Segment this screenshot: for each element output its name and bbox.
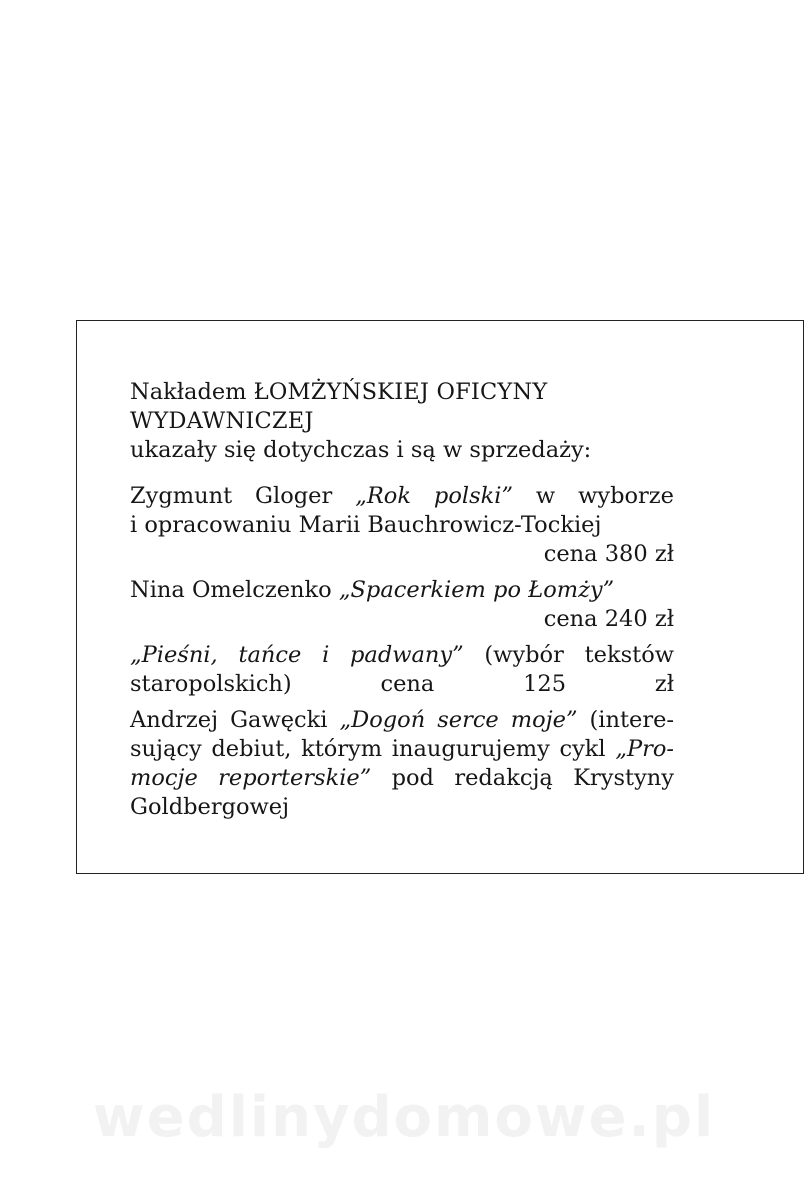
book-3-line-2 [130, 670, 674, 699]
heading-line-2 [130, 407, 674, 436]
intro-line: ukazały się dotychczas i są w sprzedaży: [130, 437, 592, 463]
book-4-description: sujący debiut, którym inaugurujemy cykl [130, 736, 606, 762]
book-1-line-1 [130, 482, 674, 511]
book-1-author: Zygmunt Gloger [130, 483, 333, 509]
book-4-line-2 [130, 735, 674, 764]
book-2-title: „Spacerkiem po Łomży” [338, 577, 615, 603]
book-3-note-cont: staropolskich) [130, 671, 292, 697]
book-1-title: „Rok polski” [355, 483, 513, 509]
book-4-line-1 [130, 706, 674, 735]
announcement-text [130, 378, 674, 822]
book-1-price: cena 380 zł [543, 541, 674, 567]
book-2-author: Nina Omelczenko [130, 577, 332, 603]
publisher-prefix: Nakładem [130, 379, 247, 405]
book-4-title: „Dogoń serce moje” [339, 707, 578, 733]
watermark: wedlinydomowe.pl [92, 1085, 716, 1150]
book-1-line-2: i opracowaniu Marii Bauchrowicz-Tockiej [130, 512, 602, 538]
book-3-price: cena 125 zł [380, 671, 674, 697]
book-3-note: (wybór tekstów [484, 642, 675, 668]
book-4-line-4: Goldbergowej [130, 794, 290, 820]
book-4-author: Andrzej Gawęcki [130, 707, 328, 733]
book-4-editor: pod redakcją Krystyny [391, 765, 674, 791]
book-2-price: cena 240 zł [543, 606, 674, 632]
book-4-note: (intere- [589, 707, 674, 733]
book-3-title: „Pieśni, tańce i padwany” [130, 642, 464, 668]
publisher-name-cont: WYDAWNICZEJ [130, 408, 314, 434]
book-2-line-1 [130, 576, 674, 605]
book-1-note: w wyborze [535, 483, 674, 509]
book-4-series: „Pro- [615, 736, 675, 762]
book-3-line-1 [130, 641, 674, 670]
publisher-name: ŁOMŻYŃSKIEJ OFICYNY [253, 379, 548, 405]
book-4-series-cont: mocje reporterskie” [130, 765, 372, 791]
heading-line-1 [130, 378, 674, 407]
book-4-line-3 [130, 764, 674, 793]
